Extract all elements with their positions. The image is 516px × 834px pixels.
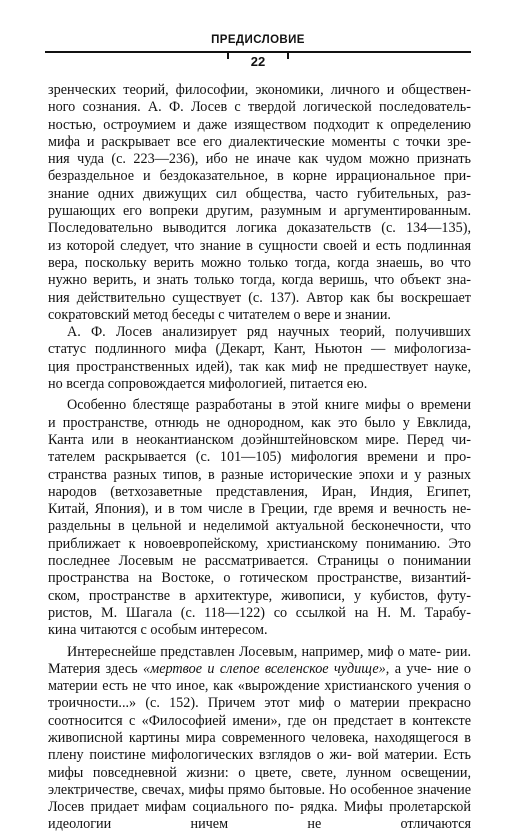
text-line: народов (ветхозаветные представления, Иран, Индия, Египет, — [48, 483, 471, 500]
text-line: странства разных типов, в разные исторические эпохи и у разных — [48, 466, 471, 483]
paragraph — [48, 397, 471, 639]
page-number: 22 — [250, 54, 266, 69]
text-line: сократовский метод беседы с читателем о вере и знании. — [48, 306, 391, 323]
paragraph-text: , а уче- ние о материи есть не что иное, как «вырождение христианского учения о троичности...» (с. 152). Причем этот миф о материи прекрасно соотносится с «Философией имени», где он предстает в контексте живописной картины мира современного человека, находящегося в плену поистине мифологических взглядов о жи- вой материи. Есть мифы повседневной жизни: о цвете, свете, лунном освещении, электричестве, свечах, мифы прямо бытовые. Но особенное значение Лосев придает мифам социального по- рядка. Мифы пролетарской идеологии ничем не отличаются — [48, 660, 472, 833]
text-line: ском, пространстве в архитектуре, живописи, у кубистов, футу- — [48, 587, 471, 604]
text-line: Особенно блестяще разработаны в этой книге мифы о времени — [67, 397, 471, 414]
paragraph — [48, 644, 471, 834]
text-line: последнее Лосевым не рассматривается. Страницы о понимании — [48, 553, 471, 570]
text-line: кина читаются с особым интересом. — [48, 622, 268, 639]
text-line: пространства на Востоке, о готическом пространстве, византий- — [48, 570, 471, 587]
text-line: ния чуда (с. 223—236), ибо не иначе как чудом можно признать — [48, 151, 471, 168]
text-line: из которой следует, что знание в сущности своей и есть подлинная — [48, 237, 471, 254]
text-line: рушающих его вопреки другим, разумным и аргументированным. — [48, 203, 471, 220]
text-line: А. Ф. Лосев анализирует ряд научных теорий, получивших — [67, 324, 471, 341]
paragraph — [48, 324, 471, 393]
paragraph-mixed — [48, 644, 471, 834]
text-line: статус подлинного мифа (Декарт, Кант, Ньютон — мифологиза- — [48, 341, 471, 358]
text-line: ностью, остроумием и даже изяществом подходит к определению — [48, 116, 471, 133]
text-line: ция пространственных идей), так как миф не предшествует науке, — [48, 358, 471, 375]
text-line: зренческих теорий, философии, экономики, личного и обществен- — [48, 82, 471, 98]
text-line: нужно верить, и знать только тогда, когда веришь, что объект зна- — [48, 272, 471, 289]
text-line: но всегда сопровождается мифологией, питается ею. — [48, 376, 368, 393]
text-line: раздельны в цельной и неделимой актуальной бесконечности, что — [48, 518, 471, 535]
text-line: тателем раскрывается (с. 101—105) мифология времени и про- — [48, 449, 471, 466]
text-line: приближает к новоевропейскому, христианскому пониманию. Это — [48, 535, 471, 552]
paragraph — [48, 82, 471, 324]
text-line: Последовательно выводится логика доказательств (с. 134—135), — [48, 220, 471, 237]
text-line: безраздельное и бездоказательное, в корне иррациональное при- — [48, 168, 471, 185]
paragraph-text: Интереснейше представлен Лосевым, например, миф о мате- рии. Материя здесь — [48, 643, 471, 677]
text-line: и пространстве, отнюдь не однородном, как это было у Евклида, — [48, 414, 471, 431]
text-line: вера, поскольку верить можно только тогда, когда знаешь, во что — [48, 254, 471, 271]
quotation-italic: «мертвое и слепое вселенское чудище» — [143, 660, 386, 677]
text-line: ния действительно существует (с. 137). Автор как бы воскрешает — [48, 289, 471, 306]
text-line: ного сознания. А. Ф. Лосев с твердой логической последователь- — [48, 99, 471, 116]
text-line: мифа и раскрывает все его диалектические моменты с точки зре- — [48, 133, 471, 150]
body-text — [48, 82, 471, 834]
text-line: Канта или в неокантианском доэйнштейновском мире. Перед чи- — [48, 431, 471, 448]
text-line: ристов, М. Шагала (с. 118—122) со ссылкой на Н. М. Тарабу- — [48, 604, 471, 621]
running-header: ПРЕДИСЛОВИЕ — [211, 34, 305, 46]
text-line: Китай, Япония), и в том числе в Греции, где время и вечность не- — [48, 501, 471, 518]
text-line: знание одних движущих сил общества, часто губительных, раз- — [48, 185, 471, 202]
